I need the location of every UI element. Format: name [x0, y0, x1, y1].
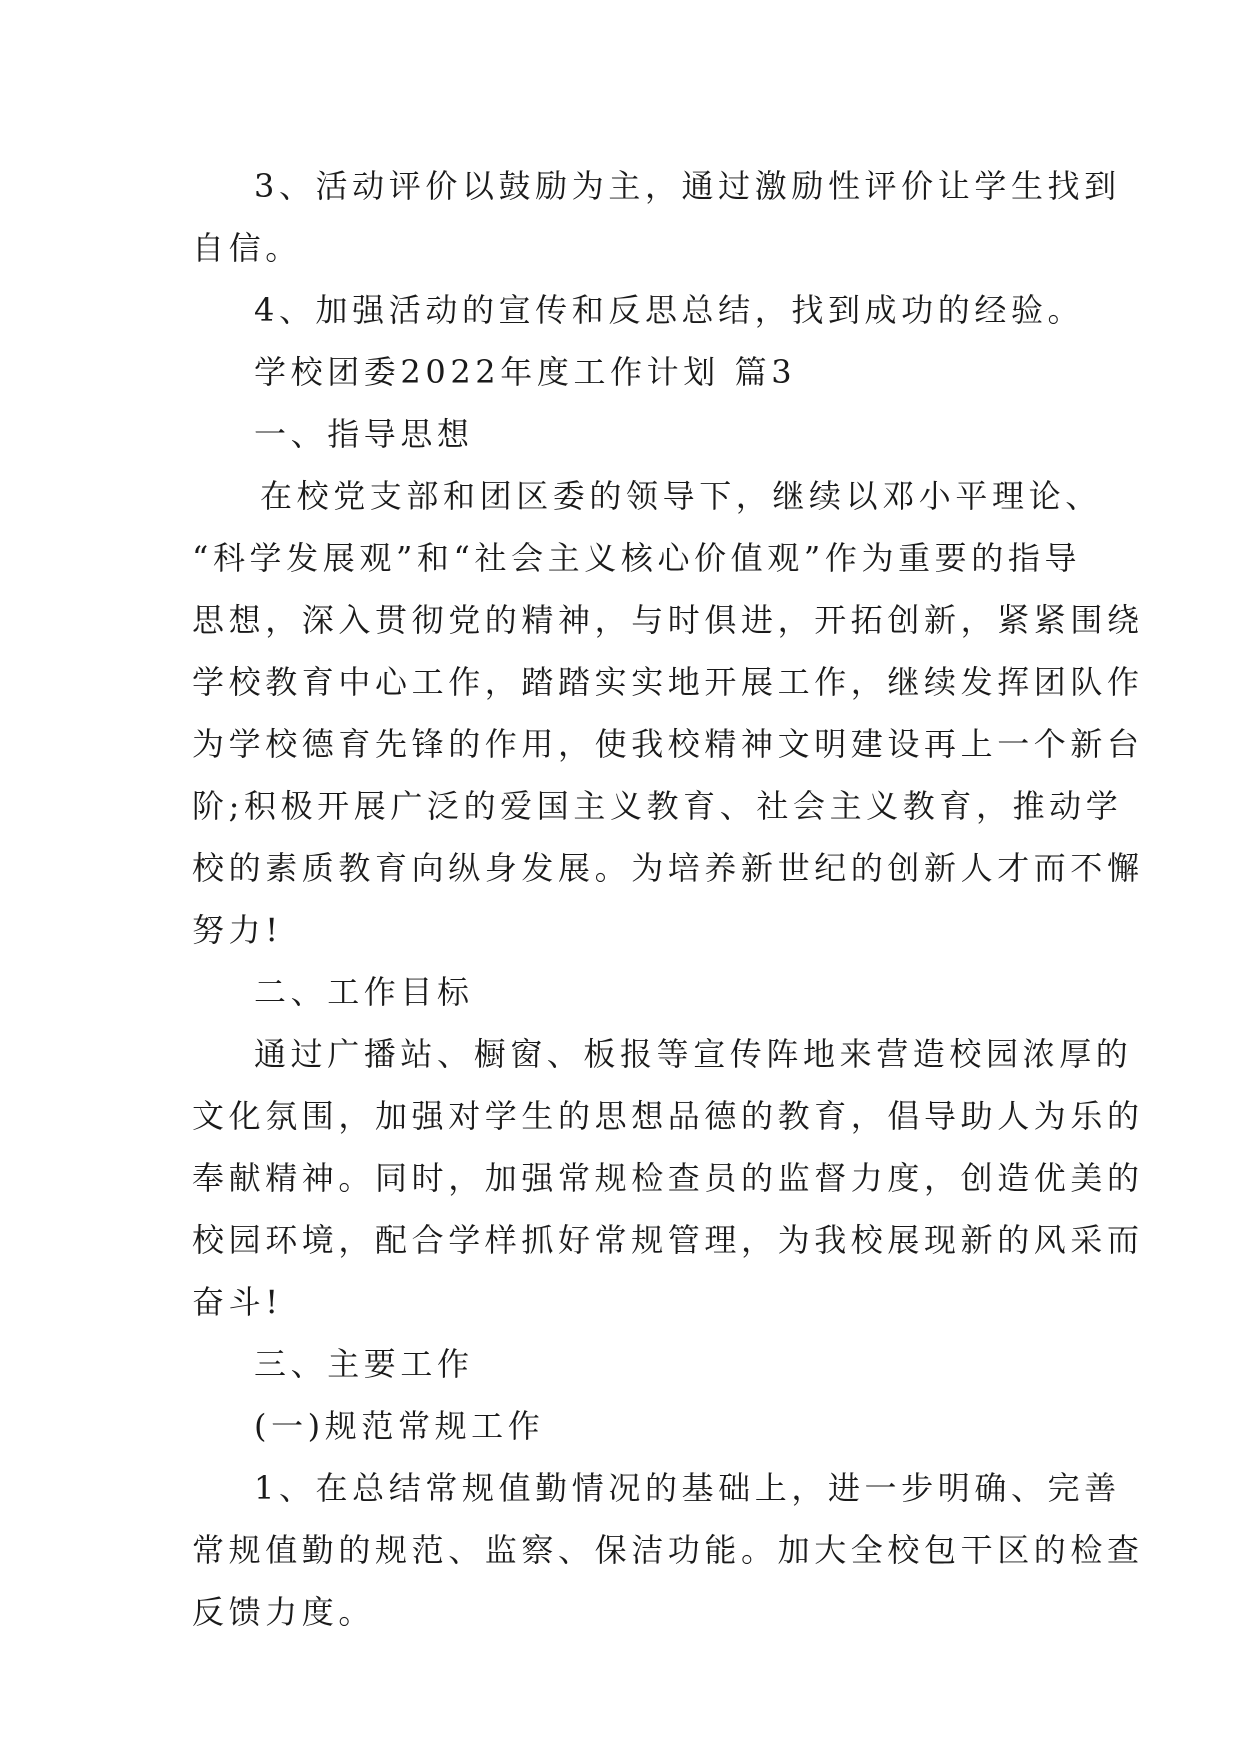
subheading-routine-work: (一)规范常规工作	[254, 1407, 545, 1445]
text-line: 通过广播站、橱窗、板报等宣传阵地来营造校园浓厚的	[254, 1035, 1133, 1073]
heading-work-goals: 二、工作目标	[254, 973, 474, 1011]
text-line: 阶;积极开展广泛的爱国主义教育、社会主义教育，推动学	[192, 787, 1123, 825]
text-line: 常规值勤的规范、监察、保洁功能。加大全校包干区的检查	[192, 1531, 1144, 1569]
text-line: 校园环境，配合学样抓好常规管理，为我校展现新的风采而	[192, 1221, 1144, 1259]
text-line: 文化氛围，加强对学生的思想品德的教育，倡导助人为乐的	[192, 1097, 1144, 1135]
text-line: 在校党支部和团区委的领导下，继续以邓小平理论、	[260, 477, 1102, 515]
text-line: 4、加强活动的宣传和反思总结，找到成功的经验。	[254, 291, 1085, 329]
text-line: 1、在总结常规值勤情况的基础上，进一步明确、完善	[254, 1469, 1121, 1507]
document-page	[192, 155, 1144, 1643]
text-line: 奉献精神。同时，加强常规检查员的监督力度，创造优美的	[192, 1159, 1144, 1197]
text-line: 3、活动评价以鼓励为主，通过激励性评价让学生找到	[254, 167, 1121, 205]
text-line: 为学校德育先锋的作用，使我校精神文明建设再上一个新台	[192, 725, 1144, 763]
text-line: 校的素质教育向纵身发展。为培养新世纪的创新人才而不懈	[192, 849, 1144, 887]
text-line: 努力!	[192, 911, 283, 949]
heading-main-work: 三、主要工作	[254, 1345, 474, 1383]
text-line: 思想，深入贯彻党的精神，与时俱进，开拓创新，紧紧围绕	[192, 601, 1144, 639]
section-title: 学校团委2022年度工作计划 篇3	[254, 353, 797, 391]
text-line: 学校教育中心工作，踏踏实实地开展工作，继续发挥团队作	[192, 663, 1144, 701]
text-line: 反馈力度。	[192, 1593, 376, 1631]
text-line: “科学发展观”和“社会主义核心价值观”作为重要的指导	[192, 539, 1082, 577]
text-line: 自信。	[192, 229, 302, 267]
text-line: 奋斗!	[192, 1283, 283, 1321]
heading-guiding-ideology: 一、指导思想	[254, 415, 474, 453]
